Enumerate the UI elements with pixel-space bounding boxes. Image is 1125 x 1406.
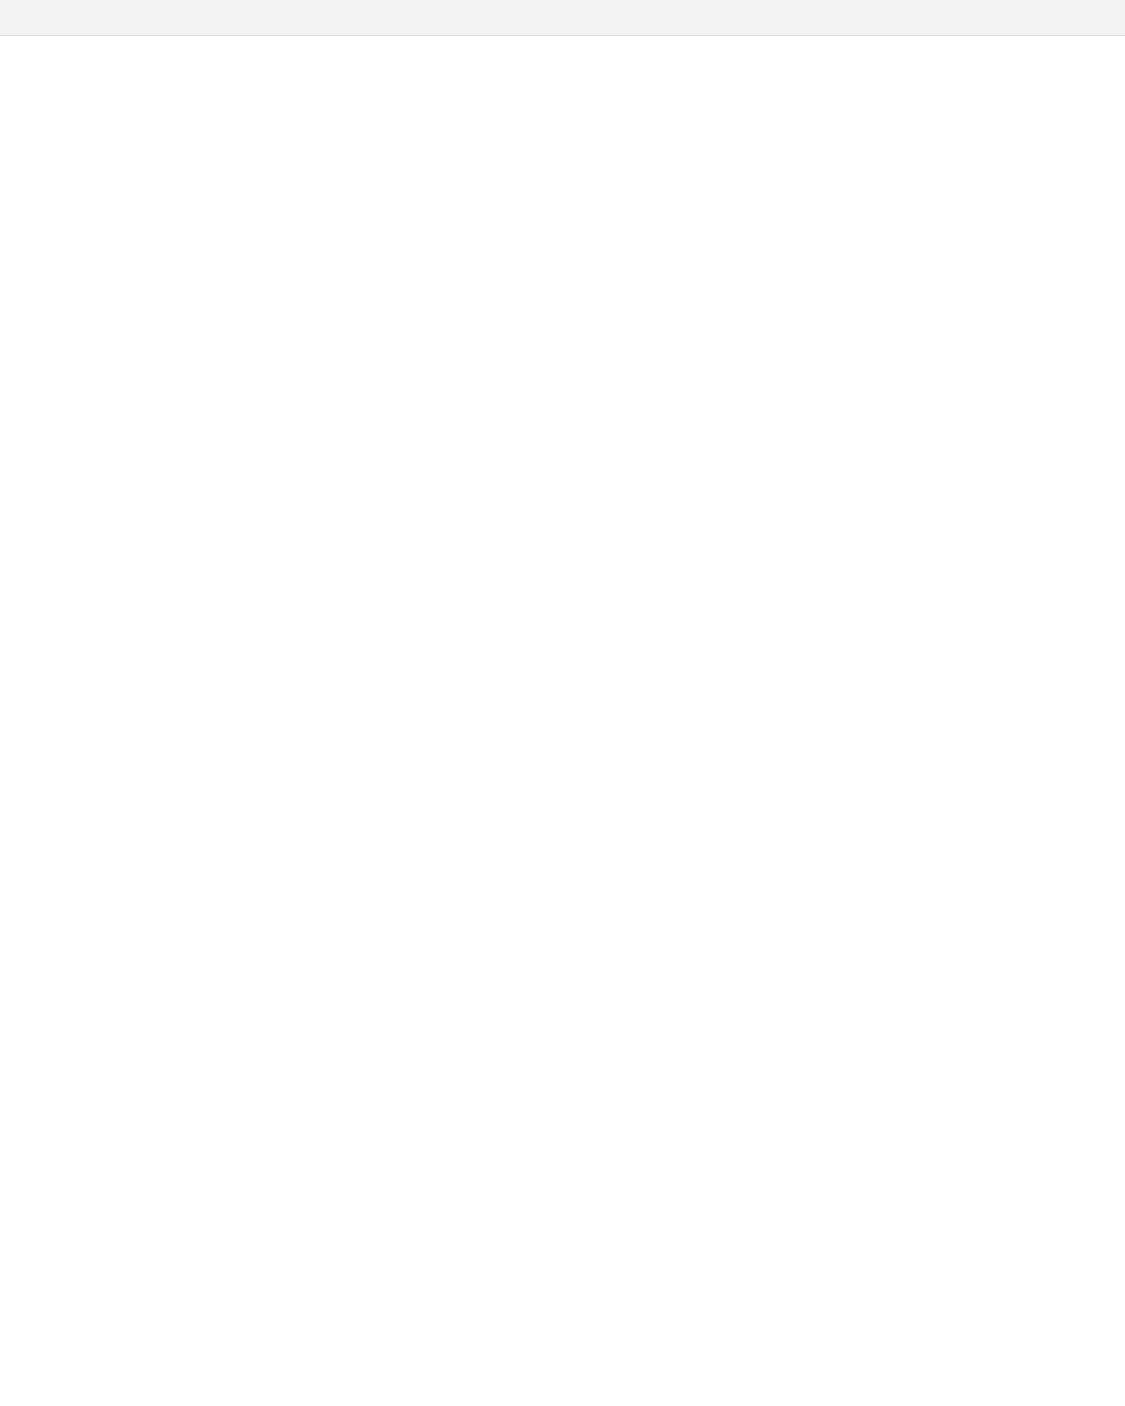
main-content [0, 36, 1125, 1406]
title-bar [0, 0, 1125, 36]
